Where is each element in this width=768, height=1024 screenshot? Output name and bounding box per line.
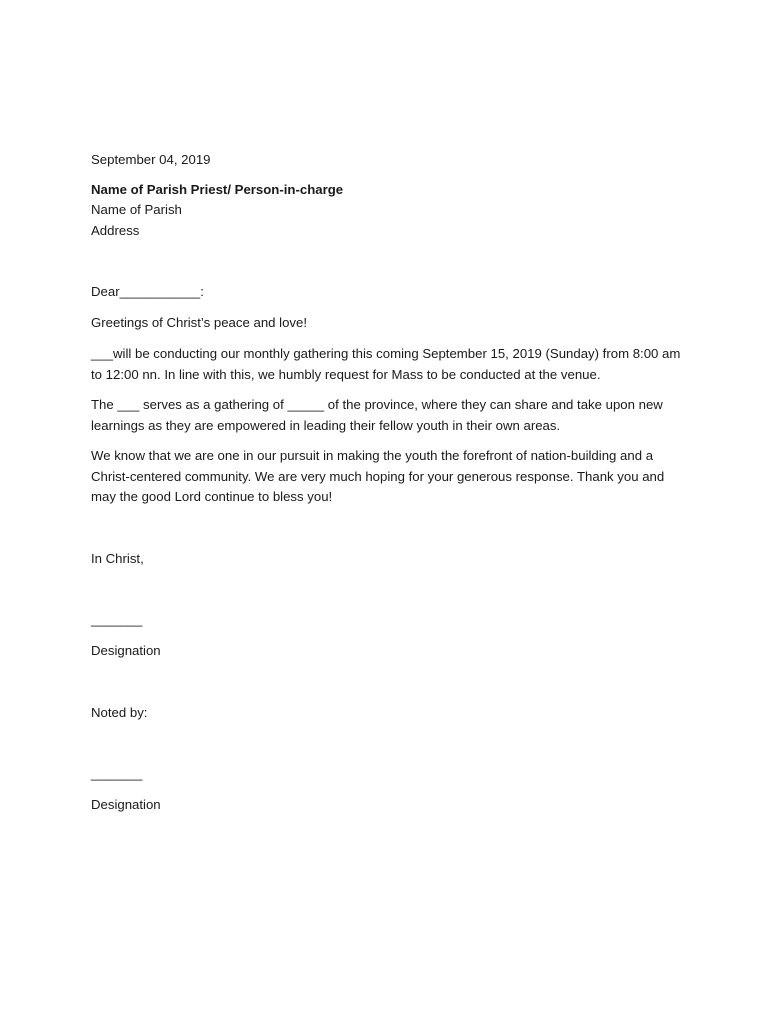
closing: In Christ, (91, 551, 144, 566)
noted-by-label: Noted by: (91, 705, 148, 720)
salutation: Dear___________: (91, 284, 204, 299)
body-paragraph: We know that we are one in our pursuit in making the youth the forefront of nation-building and a Christ-centered community. We are very much hoping for your generous response. Thank you and may the good Lord continue to bless you! (91, 448, 665, 504)
noted-signature-blank: _______ (91, 766, 143, 781)
designation-label: Designation (91, 643, 161, 658)
body-paragraph: The ___ serves as a gathering of _____ of the province, where they can share and take upon new learnings as they are empowered in leading their fellow youth in their own areas. (91, 397, 663, 433)
recipient-address: Address (91, 223, 140, 238)
greeting: Greetings of Christ’s peace and love! (91, 315, 308, 330)
letter-date: September 04, 2019 (91, 152, 211, 167)
signature-blank: _______ (91, 612, 143, 627)
recipient-parish: Name of Parish (91, 202, 182, 217)
designation-label: Designation (91, 797, 161, 812)
recipient-name: Name of Parish Priest/ Person-in-charge (91, 182, 344, 197)
body-paragraph: ___will be conducting our monthly gathering this coming September 15, 2019 (Sunday) from 8:00 am to 12:00 nn. In line with this, we humbly request for Mass to be conducted at the venue. (91, 346, 681, 382)
